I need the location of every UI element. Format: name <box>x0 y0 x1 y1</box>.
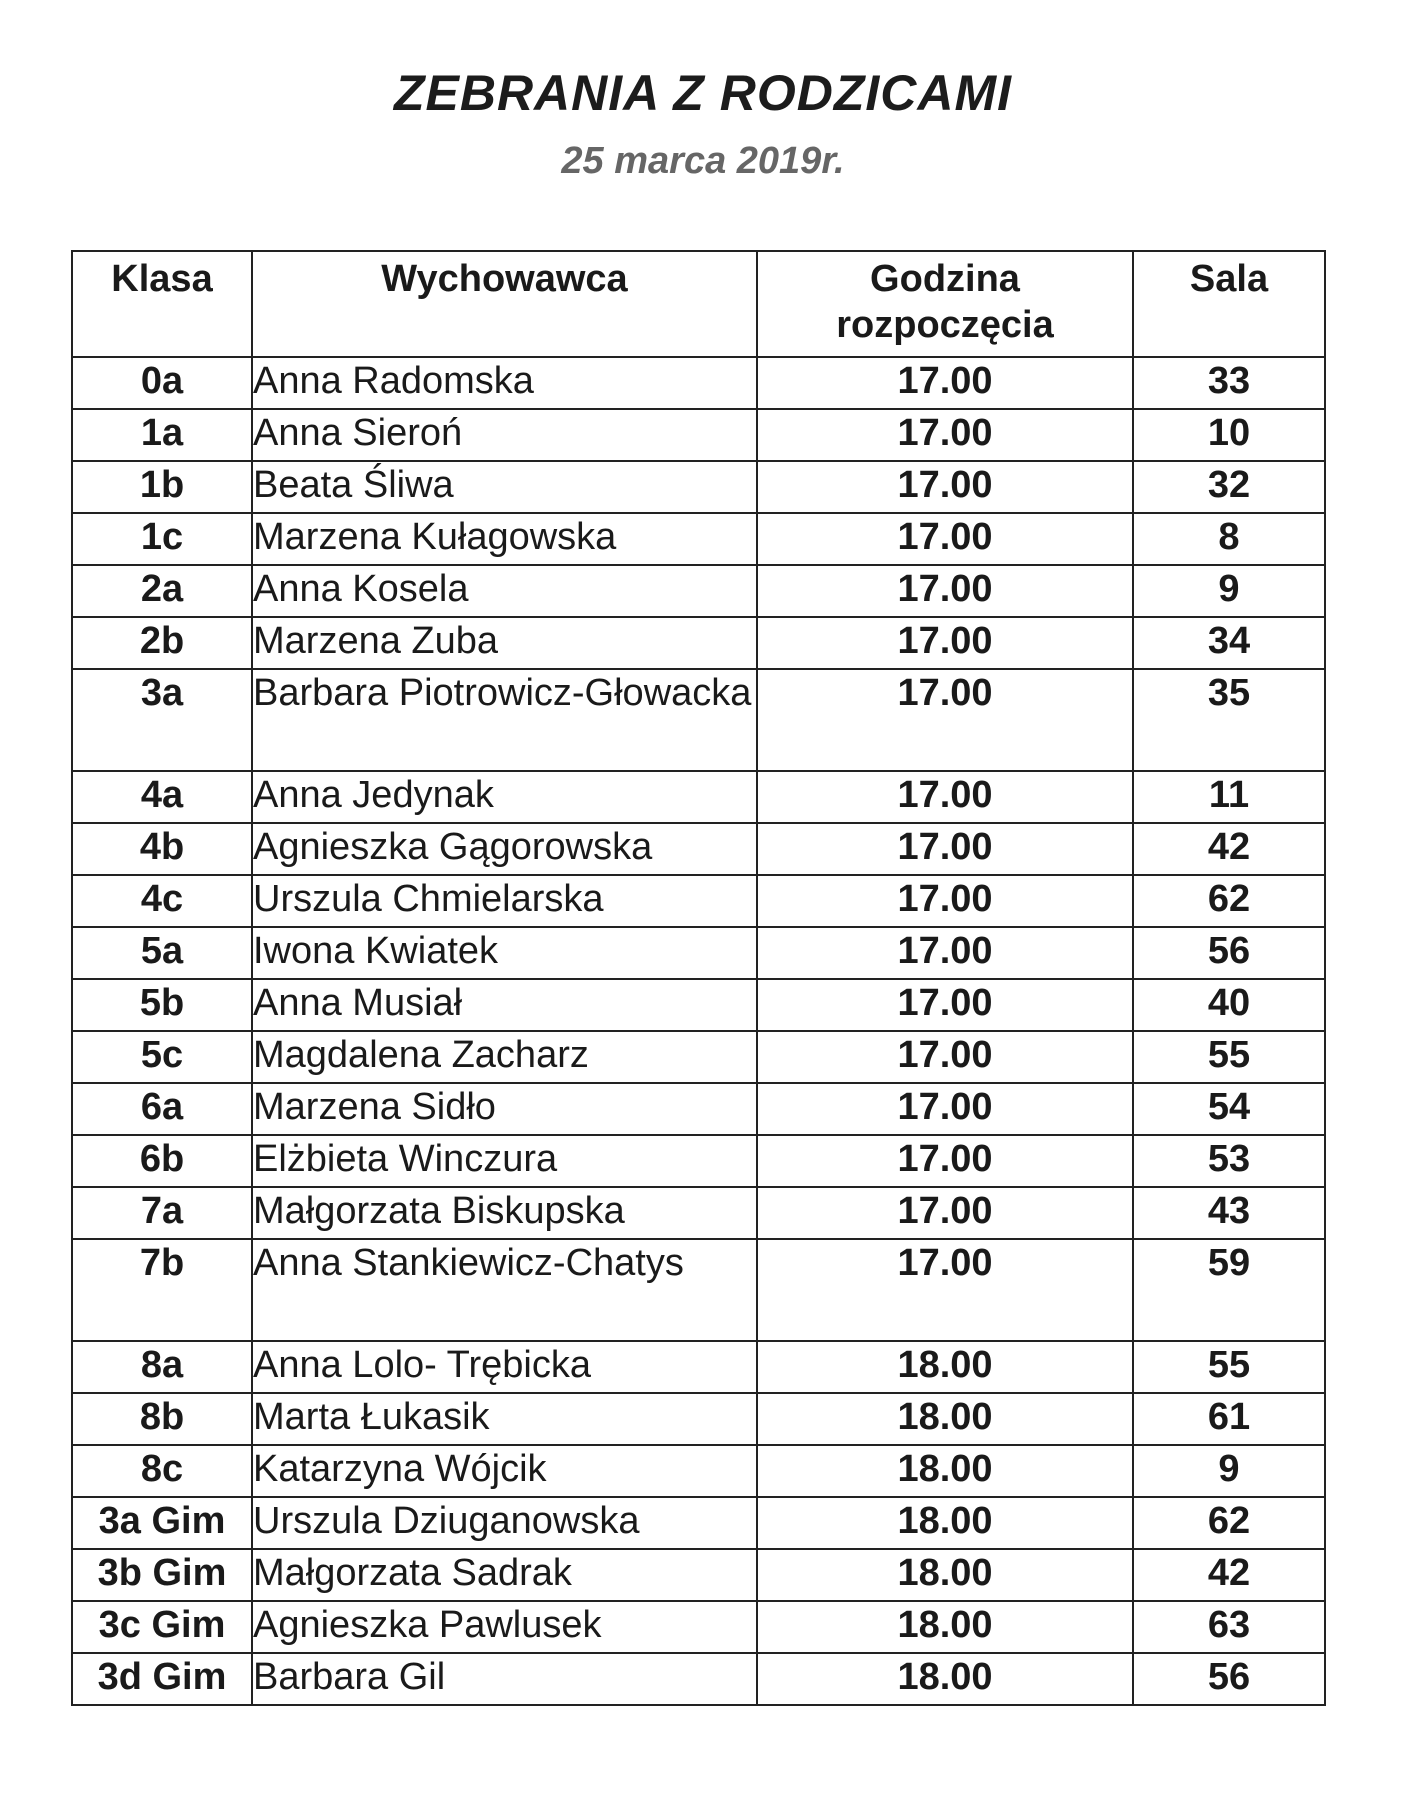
cell-sala: 56 <box>1133 927 1325 979</box>
cell-sala: 53 <box>1133 1135 1325 1187</box>
cell-godzina: 17.00 <box>757 1135 1133 1187</box>
cell-godzina: 17.00 <box>757 771 1133 823</box>
cell-sala: 35 <box>1133 669 1325 771</box>
cell-klasa: 5a <box>72 927 252 979</box>
cell-wychowawca: Elżbieta Winczura <box>252 1135 757 1187</box>
cell-klasa: 1c <box>72 513 252 565</box>
cell-sala: 59 <box>1133 1239 1325 1341</box>
cell-godzina: 17.00 <box>757 617 1133 669</box>
cell-godzina: 17.00 <box>757 513 1133 565</box>
cell-wychowawca: Małgorzata Biskupska <box>252 1187 757 1239</box>
cell-godzina: 17.00 <box>757 1031 1133 1083</box>
table-row <box>72 513 1325 565</box>
table-header-row <box>72 251 1325 357</box>
cell-godzina: 17.00 <box>757 1083 1133 1135</box>
cell-sala: 32 <box>1133 461 1325 513</box>
table-row <box>72 461 1325 513</box>
cell-wychowawca: Małgorzata Sadrak <box>252 1549 757 1601</box>
cell-wychowawca: Marzena Sidło <box>252 1083 757 1135</box>
cell-klasa: 6a <box>72 1083 252 1135</box>
cell-klasa: 8a <box>72 1341 252 1393</box>
table-row <box>72 1083 1325 1135</box>
table-row <box>72 1135 1325 1187</box>
table-row <box>72 1393 1325 1445</box>
cell-sala: 10 <box>1133 409 1325 461</box>
cell-sala: 9 <box>1133 565 1325 617</box>
cell-godzina: 18.00 <box>757 1497 1133 1549</box>
cell-klasa: 8c <box>72 1445 252 1497</box>
table-row <box>72 617 1325 669</box>
cell-klasa: 5b <box>72 979 252 1031</box>
table-body <box>72 357 1325 1705</box>
cell-godzina: 17.00 <box>757 461 1133 513</box>
cell-klasa: 4c <box>72 875 252 927</box>
document-title: ZEBRANIA Z RODZICAMI <box>393 65 1013 121</box>
cell-sala: 11 <box>1133 771 1325 823</box>
cell-godzina: 17.00 <box>757 979 1133 1031</box>
cell-sala: 33 <box>1133 357 1325 409</box>
cell-godzina: 18.00 <box>757 1549 1133 1601</box>
document-date: 25 marca 2019r. <box>561 140 845 182</box>
table-row <box>72 875 1325 927</box>
table-row <box>72 1031 1325 1083</box>
cell-sala: 34 <box>1133 617 1325 669</box>
table-row <box>72 1341 1325 1393</box>
cell-wychowawca: Iwona Kwiatek <box>252 927 757 979</box>
cell-godzina: 18.00 <box>757 1653 1133 1705</box>
cell-klasa: 3a <box>72 669 252 771</box>
cell-godzina: 17.00 <box>757 875 1133 927</box>
cell-godzina: 17.00 <box>757 409 1133 461</box>
cell-sala: 54 <box>1133 1083 1325 1135</box>
cell-klasa: 2b <box>72 617 252 669</box>
cell-sala: 8 <box>1133 513 1325 565</box>
cell-klasa: 5c <box>72 1031 252 1083</box>
cell-klasa: 3d Gim <box>72 1653 252 1705</box>
cell-godzina: 17.00 <box>757 669 1133 771</box>
cell-wychowawca: Anna Kosela <box>252 565 757 617</box>
cell-wychowawca: Barbara Piotrowicz-Głowacka <box>252 669 757 771</box>
cell-klasa: 1b <box>72 461 252 513</box>
header-klasa: Klasa <box>72 251 252 357</box>
cell-wychowawca: Anna Stankiewicz-Chatys <box>252 1239 757 1341</box>
cell-godzina: 17.00 <box>757 823 1133 875</box>
table-row <box>72 1549 1325 1601</box>
table-row <box>72 1653 1325 1705</box>
table-row <box>72 1239 1325 1341</box>
cell-wychowawca: Marta Łukasik <box>252 1393 757 1445</box>
cell-sala: 40 <box>1133 979 1325 1031</box>
cell-godzina: 18.00 <box>757 1601 1133 1653</box>
cell-klasa: 3b Gim <box>72 1549 252 1601</box>
cell-klasa: 6b <box>72 1135 252 1187</box>
cell-godzina: 17.00 <box>757 565 1133 617</box>
cell-wychowawca: Agnieszka Pawlusek <box>252 1601 757 1653</box>
table-row <box>72 1497 1325 1549</box>
cell-klasa: 2a <box>72 565 252 617</box>
table-row <box>72 565 1325 617</box>
cell-klasa: 3a Gim <box>72 1497 252 1549</box>
cell-sala: 9 <box>1133 1445 1325 1497</box>
cell-wychowawca: Magdalena Zacharz <box>252 1031 757 1083</box>
cell-sala: 42 <box>1133 1549 1325 1601</box>
cell-godzina: 17.00 <box>757 927 1133 979</box>
cell-wychowawca: Beata Śliwa <box>252 461 757 513</box>
cell-sala: 42 <box>1133 823 1325 875</box>
table-row <box>72 409 1325 461</box>
cell-sala: 62 <box>1133 1497 1325 1549</box>
meeting-schedule-table <box>71 250 1326 1706</box>
cell-klasa: 7b <box>72 1239 252 1341</box>
table-row <box>72 979 1325 1031</box>
cell-klasa: 7a <box>72 1187 252 1239</box>
cell-godzina: 18.00 <box>757 1445 1133 1497</box>
header-wychowawca: Wychowawca <box>252 251 757 357</box>
cell-klasa: 4a <box>72 771 252 823</box>
cell-godzina: 17.00 <box>757 1187 1133 1239</box>
cell-godzina: 18.00 <box>757 1393 1133 1445</box>
table-row <box>72 669 1325 771</box>
cell-sala: 63 <box>1133 1601 1325 1653</box>
cell-klasa: 0a <box>72 357 252 409</box>
cell-sala: 61 <box>1133 1393 1325 1445</box>
header-godzina: Godzina rozpoczęcia <box>757 251 1133 357</box>
cell-sala: 43 <box>1133 1187 1325 1239</box>
cell-sala: 55 <box>1133 1341 1325 1393</box>
cell-klasa: 3c Gim <box>72 1601 252 1653</box>
cell-klasa: 8b <box>72 1393 252 1445</box>
cell-wychowawca: Anna Lolo- Trębicka <box>252 1341 757 1393</box>
cell-godzina: 17.00 <box>757 357 1133 409</box>
table-row <box>72 771 1325 823</box>
cell-godzina: 18.00 <box>757 1341 1133 1393</box>
cell-godzina: 17.00 <box>757 1239 1133 1341</box>
cell-sala: 62 <box>1133 875 1325 927</box>
table-row <box>72 823 1325 875</box>
cell-sala: 55 <box>1133 1031 1325 1083</box>
table-row <box>72 1187 1325 1239</box>
table-row <box>72 927 1325 979</box>
cell-wychowawca: Urszula Dziuganowska <box>252 1497 757 1549</box>
table-row <box>72 1445 1325 1497</box>
cell-wychowawca: Anna Musiał <box>252 979 757 1031</box>
cell-wychowawca: Marzena Kułagowska <box>252 513 757 565</box>
cell-klasa: 4b <box>72 823 252 875</box>
cell-wychowawca: Anna Sieroń <box>252 409 757 461</box>
header-sala: Sala <box>1133 251 1325 357</box>
cell-wychowawca: Barbara Gil <box>252 1653 757 1705</box>
cell-wychowawca: Marzena Zuba <box>252 617 757 669</box>
cell-wychowawca: Anna Jedynak <box>252 771 757 823</box>
cell-klasa: 1a <box>72 409 252 461</box>
cell-wychowawca: Anna Radomska <box>252 357 757 409</box>
table-row <box>72 357 1325 409</box>
cell-wychowawca: Katarzyna Wójcik <box>252 1445 757 1497</box>
cell-wychowawca: Agnieszka Gągorowska <box>252 823 757 875</box>
cell-sala: 56 <box>1133 1653 1325 1705</box>
cell-wychowawca: Urszula Chmielarska <box>252 875 757 927</box>
table-row <box>72 1601 1325 1653</box>
